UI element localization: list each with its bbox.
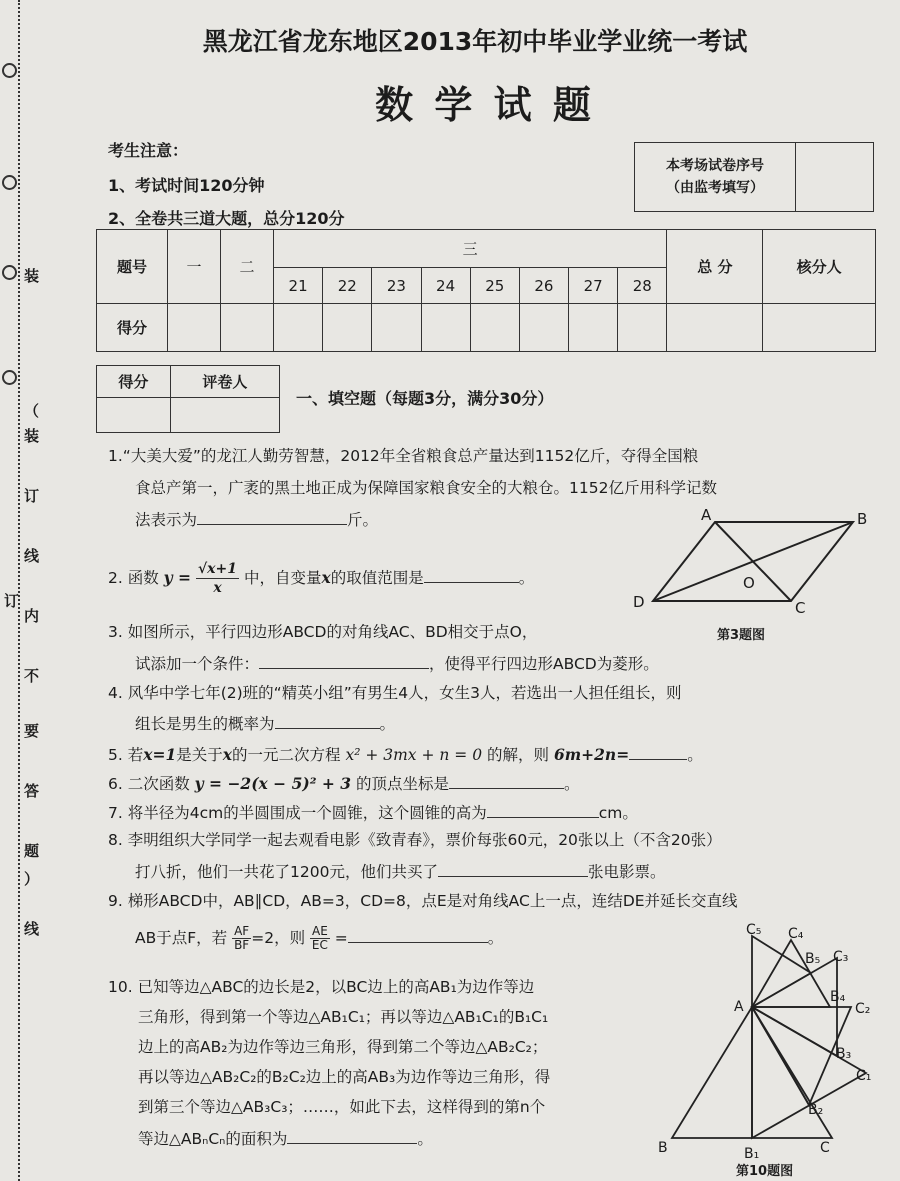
figure-3-parallelogram [625,505,895,655]
score-cell [168,304,221,352]
score-table-total: 总 分 [667,230,763,304]
question-6-text: 6. 二次函数 [108,775,190,793]
question-1-text: 法表示为 [135,511,198,529]
question-8-line2 [135,860,665,882]
fig3-label-d: D [633,593,645,611]
binding-char: 装 [24,267,40,285]
question-5-text: 的一元二次方程 [232,746,341,764]
grader-table-score: 得分 [97,366,171,398]
question-7 [108,801,638,823]
altitude-ab2 [752,1007,809,1105]
serial-box-line1: 本考场试卷序号 [666,158,764,174]
question-7-unit: cm。 [598,804,638,822]
score-table-part3: 三 [274,230,667,268]
altitude-ab3 [752,1007,837,1056]
question-5-text: 5. 若 [108,746,144,764]
score-table-number: 27 [569,268,618,304]
fig10-label-b1: B₁ [744,1146,760,1162]
serial-box-field [796,143,874,212]
question-1-line3 [135,508,378,530]
score-cell [470,304,519,352]
notice-line: 1、考试时间120分钟 [108,176,265,195]
serial-box-label [635,143,796,212]
question-5 [108,743,703,765]
fig10-label-b4: B₄ [830,989,846,1005]
question-1-line1: 1.“大美大爱”的龙江人勤劳智慧，2012年全省粮食总产量达到1152亿斤，夺得全国粮 [108,447,699,465]
question-8-text: 张电影票。 [587,863,666,881]
score-table-number: 26 [519,268,568,304]
binding-char: 订 [4,592,20,610]
question-2-y: y = [163,568,192,587]
score-cell [763,304,876,352]
score-cell [667,304,763,352]
answer-blank-8[interactable] [438,860,588,877]
score-table-row2-label: 得分 [97,304,168,352]
grader-table [96,365,280,433]
section-heading: 一、填空题（每题3分，满分30分） [296,389,554,408]
score-table-checker: 核分人 [763,230,876,304]
binding-char: 订 [24,487,40,505]
answer-blank-1[interactable] [197,508,347,525]
question-4-line2 [135,712,395,734]
exam-subtitle: 数 学 试 题 [375,83,595,127]
question-6-text: 的顶点坐标是 [355,775,449,793]
fraction-denominator: EC [311,938,328,952]
question-10-line5: 到第三个等边△AB₃C₃；……，如此下去，这样得到的第n个 [138,1098,546,1116]
question-8-line1: 8. 李明组织大学同学一起去观看电影《致青春》，票价每张60元，20张以上（不含20张） [108,831,722,849]
score-cell [519,304,568,352]
fraction-numerator: AE [312,924,328,938]
fig10-label-c1: C₁ [856,1068,872,1084]
answer-blank-10[interactable] [287,1127,417,1144]
score-cell [618,304,667,352]
binding-char: 答 [24,782,40,800]
binding-hole [2,175,17,190]
serial-box-line2: （由监考填写） [666,180,764,196]
fig3-label-o: O [743,574,755,592]
score-table-number: 22 [323,268,372,304]
figure-10-triangles [648,918,888,1181]
question-6-end: 。 [564,775,580,793]
notice-line: 2、全卷共三道大题，总分120分 [108,209,345,228]
question-6-equation: y = −2(x − 5)² + 3 [194,774,352,793]
score-cell [421,304,470,352]
triangle-ab1c1 [752,1007,866,1138]
question-2-text: 的取值范围是 [330,569,424,587]
answer-blank-9[interactable] [348,926,488,943]
score-table-number: 24 [421,268,470,304]
question-5-eq: x=1 [143,745,177,764]
binding-hole [2,265,17,280]
question-9-text: AB于点F，若 [135,929,228,947]
score-table-row1-label: 题号 [97,230,168,304]
score-cell [221,304,274,352]
question-5-equation: x² + 3mx + n = 0 [345,746,483,764]
question-3-line1: 3. 如图所示，平行四边形ABCD的对角线AC、BD相交于点O， [108,623,538,641]
fig10-label-a: A [734,999,744,1015]
question-2-end: 。 [518,569,535,587]
answer-blank-3[interactable] [259,652,429,669]
fig3-caption: 第3题图 [717,628,766,643]
question-10-line6 [138,1127,433,1149]
binding-char: （ [24,402,40,420]
answer-blank-2[interactable] [424,566,519,583]
score-cell [323,304,372,352]
fig10-label-b: B [658,1140,668,1156]
fraction-denominator: BF [234,938,250,952]
question-10-end: 。 [417,1130,433,1148]
fig10-label-c: C [820,1140,830,1156]
fig10-label-c5: C₅ [746,922,762,938]
binding-char: 线 [24,547,40,565]
question-2-x: x [321,568,331,587]
question-9-text: = [334,929,348,947]
score-table-number: 21 [274,268,323,304]
binding-char: 不 [24,667,40,685]
binding-hole [2,370,17,385]
score-table-part1: 一 [168,230,221,304]
binding-char: 内 [24,607,40,625]
answer-blank-6[interactable] [449,772,564,789]
question-9-line1: 9. 梯形ABCD中，AB∥CD，AB=3，CD=8，点E是对角线AC上一点，连结DE并延长交直线 [108,892,738,910]
score-table-number: 28 [618,268,667,304]
question-5-x: x [222,745,232,764]
notice-heading: 考生注意： [108,141,189,160]
fraction-numerator: AF [234,924,250,938]
answer-blank-7[interactable] [487,801,599,818]
fig10-label-c2: C₂ [855,1001,871,1017]
binding-char: 题 [24,842,40,860]
fig3-label-a: A [701,506,712,524]
question-4-line1: 4. 风华中学七年(2)班的“精英小组”有男生4人，女生3人，若选出一人担任组长，则 [108,684,682,702]
triangle-ab5c5 [752,936,811,1007]
fig10-caption: 第10题图 [736,1164,794,1179]
fraction-denominator: x [213,580,222,596]
question-9-text: =2，则 [251,929,306,947]
question-9-fraction-2 [310,925,330,952]
question-1-unit: 斤。 [347,511,379,529]
question-3-text: ，使得平行四边形ABCD为菱形。 [429,655,659,673]
fig10-label-b2: B₂ [808,1102,824,1118]
question-2-fraction [196,560,239,597]
question-2-text: 2. 函数 [108,569,159,587]
score-table-part2: 二 [221,230,274,304]
fig10-label-c3: C₃ [833,949,849,965]
fig3-label-b: B [857,510,868,528]
binding-char: ） [24,870,40,888]
score-cell [569,304,618,352]
binding-char: 装 [24,427,40,445]
question-10-line2: 三角形，得到第一个等边△AB₁C₁；再以等边△AB₁C₁的B₁C₁ [138,1008,549,1026]
question-3-line2 [135,652,659,674]
fig3-label-c: C [795,599,806,617]
question-2-text: 中，自变量 [243,569,322,587]
answer-blank-5[interactable] [629,743,687,760]
fig10-label-c4: C₄ [788,926,804,942]
question-5-text: 是关于 [176,746,223,764]
binding-char: 要 [24,722,40,740]
serial-box [634,142,874,212]
grader-cell [97,398,171,433]
question-9-end: 。 [487,929,504,947]
score-table-number: 25 [470,268,519,304]
question-9-line2 [135,925,503,952]
exam-title: 黑龙江省龙东地区2013年初中毕业学业统一考试 [202,27,748,56]
question-3-text: 试添加一个条件： [135,655,260,673]
grader-table-grader: 评卷人 [170,366,279,398]
fig10-label-b5: B₅ [805,951,821,967]
question-5-end: 。 [687,746,703,764]
question-10-line1: 10. 已知等边△ABC的边长是2，以BC边上的高AB₁为边作等边 [108,978,535,996]
fig10-label-b3: B₃ [836,1046,852,1062]
score-table [96,229,876,352]
question-4-end: 。 [379,715,396,733]
fraction-numerator: √x+1 [197,561,238,577]
score-cell [372,304,421,352]
question-9-fraction-1 [232,925,251,952]
question-5-text: 的解，则 [487,746,550,764]
question-6 [108,772,580,794]
question-7-text: 7. 将半径为4cm的半圆围成一个圆锥，这个圆锥的高为 [108,804,487,822]
question-10-line3: 边上的高AB₂为边作等边三角形，得到第二个等边△AB₂C₂； [138,1038,548,1056]
question-1-line2: 食总产第一，广袤的黑土地正成为保障国家粮食安全的大粮仓。1152亿斤用科学记数 [135,479,717,497]
question-8-text: 打八折，他们一共花了1200元，他们共买了 [135,863,438,881]
answer-blank-4[interactable] [275,712,380,729]
question-2 [108,560,534,597]
binding-char: 线 [24,920,40,938]
score-cell [274,304,323,352]
question-10-line4: 再以等边△AB₂C₂的B₂C₂边上的高AB₃为边作等边三角形，得 [138,1068,551,1086]
grader-cell [170,398,279,433]
question-5-expression: 6m+2n= [553,745,630,764]
score-table-number: 23 [372,268,421,304]
question-4-text: 组长是男生的概率为 [135,715,275,733]
question-10-text: 等边△ABₙCₙ的面积为 [138,1130,288,1148]
